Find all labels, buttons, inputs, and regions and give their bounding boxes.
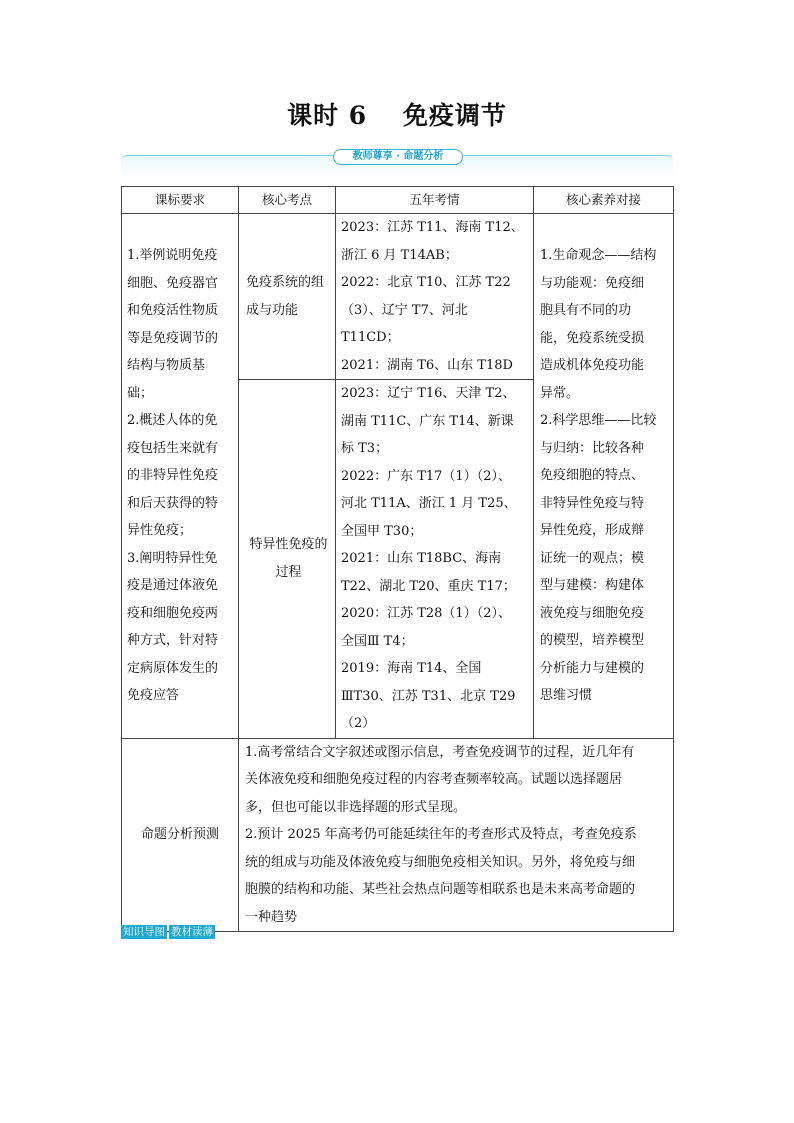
text-line: ⅢT30、江苏 T31、北京 T29 xyxy=(341,688,516,704)
text-line: 2.概述人体的免 xyxy=(127,413,218,428)
text-line: 2022：北京 T10、江苏 T22 xyxy=(341,275,511,290)
text-line: 2020：江苏 T28（1）（2）、 xyxy=(341,606,511,621)
exam-history-cell xyxy=(336,214,534,380)
text-line: 全国Ⅲ T4； xyxy=(341,633,414,649)
analysis-label: 命题分析预测 xyxy=(122,738,239,932)
text-line: 液免疫与细胞免疫 xyxy=(540,605,645,621)
tag-knowledge-map[interactable]: 知识导图 xyxy=(123,926,165,938)
header-requirements: 课标要求 xyxy=(122,187,239,214)
text-line: 免疫系统的组 xyxy=(246,275,325,290)
text-line: 造成机体免疫功能 xyxy=(540,358,645,373)
tag-textbook-reading[interactable]: 教材读薄 xyxy=(171,926,213,938)
text-line: 2.预计 2025 年高考仍可能延续往年的考查形式及特点，考查免疫系 xyxy=(245,827,637,842)
table-header-row xyxy=(122,187,674,214)
text-line: 与功能观：免疫细 xyxy=(540,275,645,291)
core-point-cell xyxy=(239,380,336,739)
text-line: 疫和细胞免疫两 xyxy=(127,605,219,621)
text-line: 结构与物质基 xyxy=(127,358,206,373)
header-exam-history: 五年考情 xyxy=(336,187,534,214)
text-line: 统的组成与功能及体液免疫与细胞免疫相关知识。另外，将免疫与细 xyxy=(245,854,636,870)
text-line: 免疫应答 xyxy=(127,688,180,703)
text-line: 种方式，针对特 xyxy=(127,633,219,648)
text-line: 浙江 6 月 T14AB； xyxy=(341,247,458,263)
text-line: （2） xyxy=(341,716,376,731)
text-line: 胞膜的结构和功能、某些社会热点问题等相联系也是未来高考命题的 xyxy=(245,882,636,897)
core-point-cell xyxy=(239,214,336,380)
text-line: 湖南 T11C、广东 T14、新课 xyxy=(341,413,514,429)
text-line: 疫包括生来就有 xyxy=(127,440,219,456)
text-line: T22、湖北 T20、重庆 T17； xyxy=(341,578,516,594)
analysis-table xyxy=(121,186,674,932)
text-line: 细胞、免疫器官 xyxy=(127,275,219,291)
text-line: 1.高考常结合文字叙述或图示信息，考查免疫调节的过程，近几年有 xyxy=(245,744,635,760)
text-line: 能，免疫系统受损 xyxy=(540,330,645,346)
text-line: 2023：辽宁 T16、天津 T2、 xyxy=(341,386,516,401)
text-line: 标 T3； xyxy=(341,441,389,456)
text-line: 过程 xyxy=(275,564,302,580)
exam-history-cell xyxy=(336,380,534,739)
text-line: 分析能力与建模的 xyxy=(540,660,645,676)
text-line: 型与建模：构建体 xyxy=(540,578,645,593)
text-line: 一种趋势 xyxy=(245,909,298,925)
text-line: 2019：海南 T14、全国 xyxy=(341,661,482,676)
text-line: T11CD； xyxy=(341,330,400,345)
text-line: 等是免疫调节的 xyxy=(127,330,219,346)
text-line: 定病原体发生的 xyxy=(127,660,219,676)
text-line: 2022：广东 T17（1）（2）、 xyxy=(341,468,511,484)
text-line: 免疫细胞的特点、 xyxy=(540,468,645,483)
text-line: 思维习惯 xyxy=(540,688,593,703)
text-line: 础； xyxy=(127,385,154,401)
text-line: 3.阐明特异性免 xyxy=(127,550,218,566)
text-line: 异性免疫，形成辩 xyxy=(540,523,645,538)
text-line: 疫是通过体液免 xyxy=(127,578,219,593)
page-title: 课时 6 免疫调节 xyxy=(287,101,507,130)
text-line: （3）、辽宁 T7、河北 xyxy=(341,302,468,318)
banner-label: 教师尊享 · 命题分析 xyxy=(333,149,463,165)
table-row xyxy=(122,738,674,932)
text-line: 胞具有不同的功 xyxy=(540,303,632,318)
text-line: 成与功能 xyxy=(246,302,299,318)
text-line: 和免疫活性物质 xyxy=(127,303,219,318)
text-line: 异性免疫； xyxy=(127,523,193,538)
text-line: 特异性免疫的 xyxy=(249,537,328,553)
text-line: 2023：江苏 T11、海南 T12、 xyxy=(341,220,524,235)
text-line: 1.生命观念——结构 xyxy=(540,248,657,263)
text-line: 2021：湖南 T6、山东 T18D xyxy=(341,357,513,373)
text-line: 的非特异性免疫 xyxy=(127,468,219,483)
text-line: 1.举例说明免疫 xyxy=(127,248,218,263)
text-line: 和后天获得的特 xyxy=(127,495,219,511)
requirements-cell xyxy=(122,214,239,739)
text-line: 全国甲 T30； xyxy=(341,523,423,539)
section-banner xyxy=(121,151,673,177)
section-tags xyxy=(121,925,215,939)
text-line: 关体液免疫和细胞免疫过程的内容考查频率较高。试题以选择题居 xyxy=(245,772,623,787)
header-core-points: 核心考点 xyxy=(239,187,336,214)
text-line: 异常。 xyxy=(540,385,580,401)
text-line: 的模型，培养模型 xyxy=(540,633,645,648)
analysis-cell xyxy=(239,738,674,932)
text-line: 证统一的观点；模 xyxy=(540,550,645,566)
header-literacy: 核心素养对接 xyxy=(534,187,674,214)
text-line: 与归纳：比较各种 xyxy=(540,440,645,456)
text-line: 非特异性免疫与特 xyxy=(540,495,645,511)
text-line: 2.科学思维——比较 xyxy=(540,413,657,428)
text-line: 2021：山东 T18BC、海南 xyxy=(341,551,502,566)
table-row xyxy=(122,214,674,380)
literacy-cell xyxy=(534,214,674,739)
text-line: 河北 T11A、浙江 1 月 T25、 xyxy=(341,496,517,511)
text-line: 多，但也可能以非选择题的形式呈现。 xyxy=(245,799,467,815)
